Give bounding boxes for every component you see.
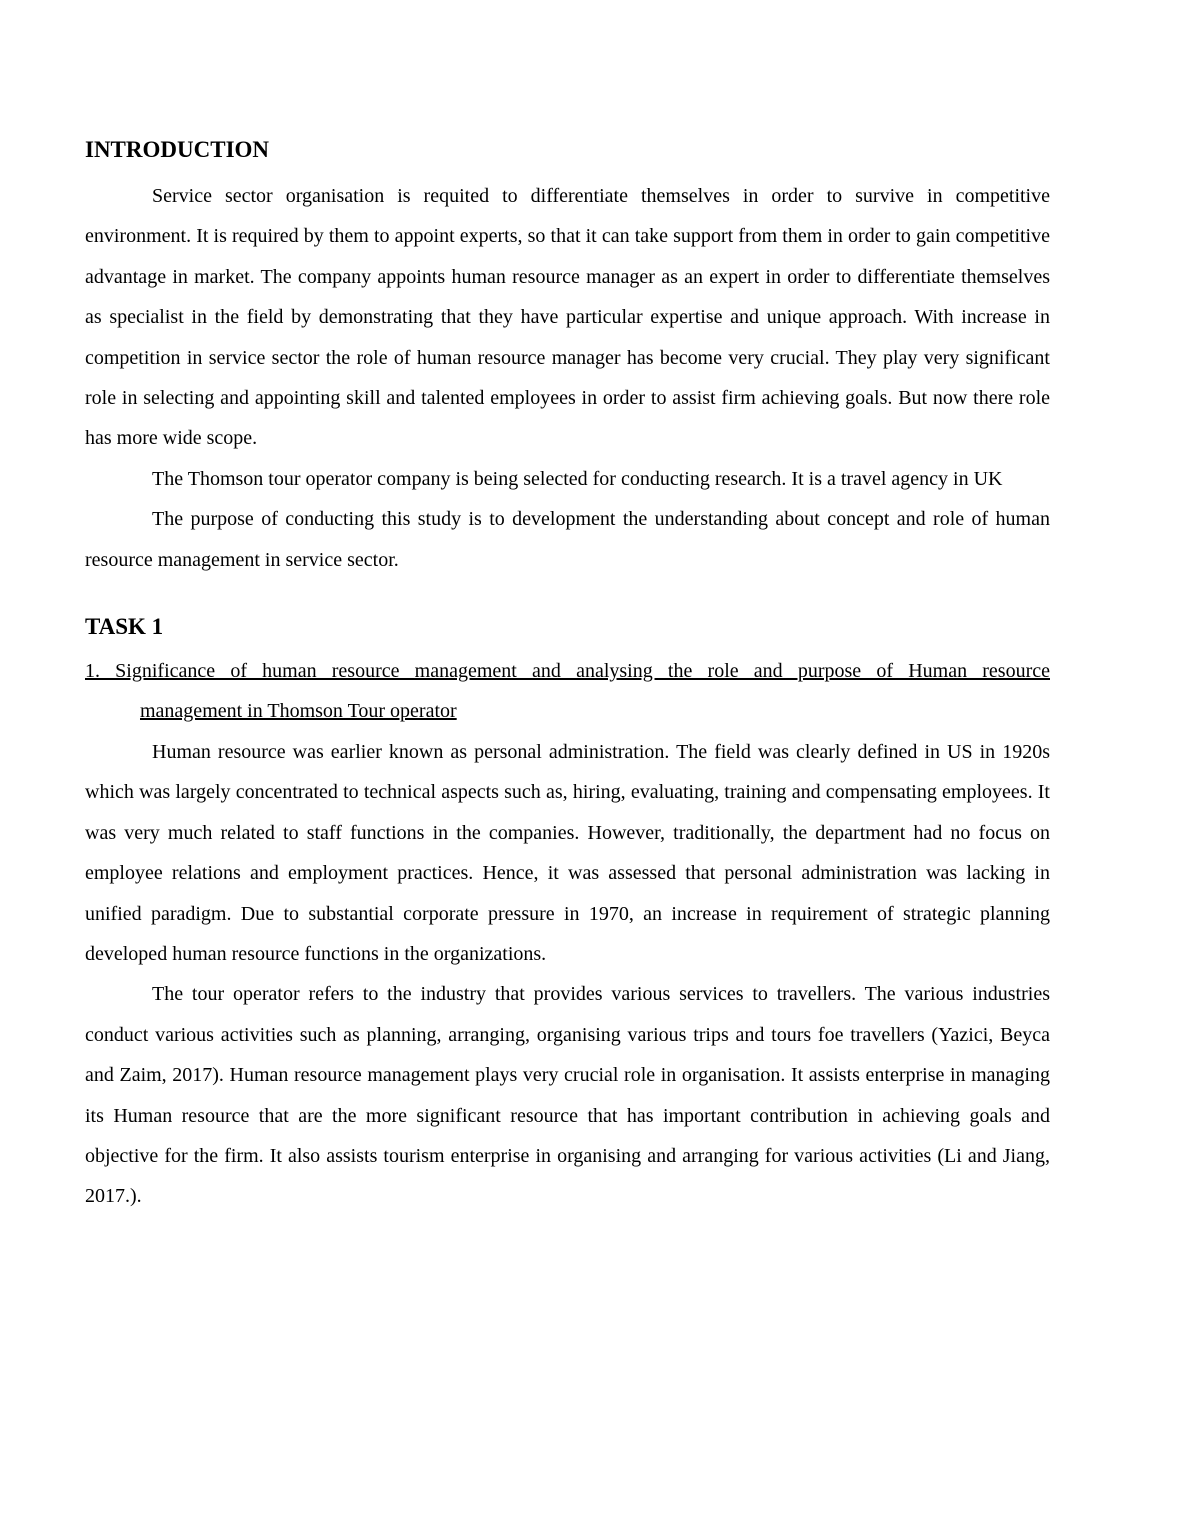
- paragraph-intro-1: Service sector organisation is requited to differentiate themselves in order to survive in competitive environment. It is required by them to appoint experts, so that it can take support from them in order to gain competitive advantage in market. The company appoints human resource manager as an expert in order to differentiate themselves as specialist in the field by demonstrating that they have particular expertise and unique approach. With increase in competition in service sector the role of human resource manager has become very crucial. They play very significant role in selecting and appointing skill and talented employees in order to assist firm achieving goals. But now there role has more wide scope.: [85, 185, 1050, 450]
- paragraph-magenta: Human resource was earlier known as personal administration. The field was clearly defined in US in 1920s which was largely concentrated to technical aspects such as, hiring, evaluating, training and compensating employees. It was very much related to staff functions in the companies. However, traditionally, the department had no focus on employee relations and employment practices. Hence, it was assessed that personal administration was lacking in unified paradigm. Due to substantial corporate pressure in 1970, an increase in requirement of strategic planning developed human resource functions in the organizations.: [85, 740, 1050, 965]
- paragraph-closing: The tour operator refers to the industry that provides various services to travellers. The various industries conduct various activities such as planning, arranging, organising various trips and tours foe travellers (Yazici, Beyca and Zaim, 2017). Human resource management plays very crucial role in organisation. It assists enterprise in managing its Human resource that are the more significant resource that has important contribution in achieving goals and objective for the firm. It also assists tourism enterprise in organising and arranging for various activities (Li and Jiang, 2017.).: [85, 983, 1050, 1208]
- paragraph-intro-3: The purpose of conducting this study is to development the understanding about concept and role of human resource management in service sector.: [85, 508, 1050, 571]
- heading-task1: TASK 1: [85, 614, 164, 640]
- subheading-line2: management in Thomson Tour operator: [140, 700, 457, 723]
- subheading-line1: 1. Significance of human resource management and analysing the role and purpose of Human resource: [85, 660, 1050, 683]
- paragraph-intro-2: The Thomson tour operator company is being selected for conducting research. It is a travel agency in UK: [152, 467, 1003, 490]
- section-subheading: [85, 651, 1050, 732]
- heading-introduction: INTRODUCTION: [85, 137, 270, 162]
